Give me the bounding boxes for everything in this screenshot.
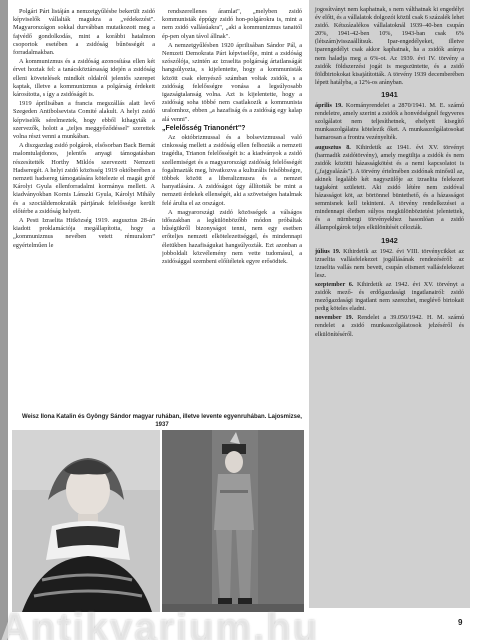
- paragraph: 1919 áprilisában a francia megszállás alatt levő Szegeden Antibolsevista Comité alakult. A helyi zsidó képviselők sérelmeztek, hogy ebből kihagyták a szervezők, holott a „teljes meggyőződéssel" szerettek volna részt venni a munkában.: [13, 100, 155, 141]
- chronology-sidebar: [309, 0, 470, 608]
- entry-text: Kihirdetik az 1942. évi XV. törvényt a zsidók mező- és erdőgazdasági ingatlanairól: zsidó mezőgazdasági ingatlant nem szerezhet, meglévő birtokait pedig köteles eladni.: [315, 281, 465, 313]
- section-subheading: „Felelősség Trianonért"?: [162, 124, 246, 132]
- entry-date: július 19.: [315, 247, 341, 255]
- entry-date: április 19.: [315, 102, 343, 110]
- paragraph: Polgári Párt listáján a nemzetgyűlésbe bekerült zsidó képviselők vállalták magukra a „védekezést". Magyarországon sokkal durvábban mutatkozott meg a fajvédő gondolkodás, mint a korábbi hatalmon csoportok esetében a zsidóság bűnösségét a forradalmakban.: [13, 8, 155, 57]
- portrait-photo-girl-in-folk-dress: [12, 430, 160, 612]
- watermark: Antikvarium.hu: [0, 606, 320, 640]
- paragraph: A kommunizmus és a zsidóság azonosítása ellen két érvet hoztak fel: a tanácsköztársaság idején a zsidóság elleni követelések mindkét oldalról jelentős szerepet kaptak, illetve a kommunizmus a polgárság érdekeit károsította, s így a zsidóságét is.: [13, 58, 155, 99]
- chronology-entry: [315, 248, 464, 280]
- paragraph: A diszgazdag zsidó polgárok, elsősorban Back Bernát malomtulajdonos, jelentős anyagi támogatásban részesítették Horthy Miklós szervezett Nemzeti Hadseregét. A helyi zsidó közösség 1919 októberében a nemzeti hadsereg támogatására kötelezte el magát gróf Károlyi Gyula ellenforradalmi kormánya mellett. A kiadványokban Kornis Lánszki Gyula, Károlyi Mihály és a szociáldemokraták pártjának felelőssége került előtérbe a zsidóság helyett.: [13, 142, 155, 215]
- paragraph: A magyarországi zsidó közösségek a válságos időszakban a legkülönbözőbb módon próbáltak hűségükről bizonyságot tenni, nem egy esetben erőteljes nemzeti elkötelezettséggel, és mindennapi életükben hazafiságukat hangsúlyozták. Ezt azonban a jobboldali közvélemény nem vette tudomásul, a zsidósággal szembeni előítéletek egyre erősödtek.: [162, 208, 302, 266]
- chronology-entry: [315, 102, 464, 142]
- text-column-2: [162, 8, 302, 416]
- entry-date: augusztus 8.: [315, 143, 351, 151]
- chronology-entry: [315, 281, 464, 313]
- chronology-entry: [315, 314, 464, 338]
- text-column-1: [13, 8, 155, 416]
- year-heading-1942: 1942: [381, 235, 398, 245]
- paragraph: rendszerellenes áramlat", „melyben zsidó kommunisták éppúgy zsidó hon-polgárokra is, mint a nem zsidó vallásúakra", „aki a kommunizmus tanaitól ép-pen olyan távol állnak".: [162, 8, 302, 40]
- paragraph: A nemzetgyűlésben 1920 áprilisában Sándor Pál, a Nemzeti Demokrata Párt képviselője, mint a zsidóság szószólója, szintén az izraelita polgárság ártatlanságát hangsúlyozta, s kijelentette, hogy a kommunisták között csak elenyésző számban voltak zsidók, s a zsidóság felelősségre vonása a legsúlyosabb igazságtalanság volna. Azt is kijelentette, hogy a zsidóság soha többé nem csatlakozik a kommunista uralomhoz, ebben „a hazafiság és a zsidóság egy kalap alá venni".: [162, 41, 302, 123]
- entry-text: Kormányrendelet a 2870/1941. M. E. számú rendeletre, amely szerint a zsidók a honvédségnél fegyveres szolgálatot nem teljesíthetnek, ehelyett kisegítő munkaszolgálatra kötelezik őket. A munkaszolgálatosokat hamarosan a frontra vezényelték.: [315, 102, 464, 142]
- entry-text: Rendelet a 39.050/1942. H. M. számú rendelet a zsidó munkaszolgálatosok jelzéséről és elkülönítéséről.: [315, 314, 465, 338]
- year-heading-1941: 1941: [381, 89, 398, 99]
- page-edge-shadow: [0, 0, 8, 640]
- chronology-entry: [315, 144, 464, 233]
- portrait-photo-boy-in-levente-uniform: [162, 430, 304, 612]
- entry-date: november 19.: [315, 314, 354, 322]
- photo-caption: Weisz Ilona Katalin és Gyöngy Sándor magyar ruhában, illetve levente egyenruhában. Lajosmizse, 1937: [22, 414, 302, 428]
- sidebar-intro: jogosítványt nem kaphatnak, s nem válthatnak ki engedélyt év előtt, és a vállalatok dolgozói közül csak 6 százalék lehet zsidó. Kétszázalékos vállalatoknál 1939–40-ben csupán 20%, 1941-42-ben 10%, 1943-ban csak 6% (létszám)visszaállítsuk. Ipar-engedélyeket, illetve iparengedélyt csak akkor kaphatnak, ha a zsidók aránya nem haladja meg a 6%-ot. Az 1939. évi IV. törvény a zsidók földszerzési jogát is megszüntette, és a zsidó földbirtokokat kisajátították. A törvény 1939 decemberében lépett hatályba, a 12%-os arányban.: [315, 6, 464, 86]
- paragraph: A Pesti Izraelita Hitközség 1919. augusztus 28-án kiadott proklamációja megállapította, hogy a „kommunizmus nevében vetett rémuralom” egyértelműen le: [13, 217, 155, 249]
- page-number: 9: [458, 618, 463, 627]
- entry-date: szeptember 6.: [315, 281, 354, 288]
- entry-text: Kihirdetik az 1942. évi VIII. törvénycikket az izraelita vallásfelekezet jogállásának rendezéséről: az izraelita vallás nem bevett, csupán elismert vallásfelekezet lesz.: [315, 247, 464, 279]
- entry-text: Kihirdetik az 1941. évi XV. törvényt (harmadik zsidótörvény), amely megtiltja a zsidók és nem zsidók közötti házasságkötést és a nemi kapcsolatot is („fajgyalázás"). A törvény értelmében zsidónak minősül az, akinek legalább két nagyszülője az izraelita felekezet tagjaként született. Aki zsidó létére nem zsidóval házasságot köt, az börtönnel büntethető, és a házasságot semmisnek kell tekinteni. A törvény rendelkezései a mindennapi életben súlyos megkülönböztetést jelentettek, és a nürnbergi törvényekhez hasonlóan a zsidó állampolgárok teljes elkülönítését célozták.: [315, 143, 465, 232]
- paragraph: Az októbrizmussal és a bolsevizmussal való cinkosság mellett a zsidóság ellen felhozták a nemzeti tragédia, Trianon felelősségét is: a kiadványok a zsidó szellemiséget és a magyarországi zsidóság felelősségét fogalmazták meg, hivatkozva a kulturális felsőbbségre, többek között a liberalizmusra és a nemzet hanyatlására. A zsidóságot úgy állították be mint a nemzeti érdekek ellenségét, aki a szövetséges hatalmak felé árulta el az országot.: [162, 134, 302, 207]
